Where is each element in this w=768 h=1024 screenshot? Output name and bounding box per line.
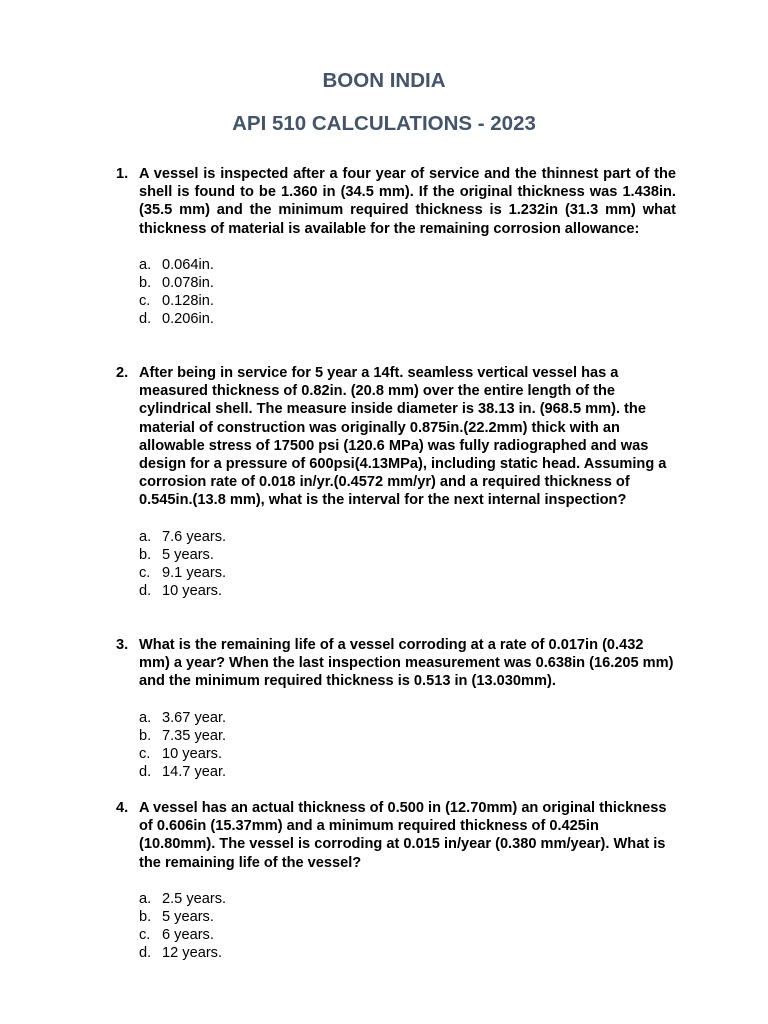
option-c <box>139 564 676 582</box>
question-number: 4. <box>116 800 129 816</box>
question-2 <box>116 364 676 600</box>
answer-options <box>116 890 676 963</box>
option-text: 10 years. <box>162 746 223 763</box>
option-text: 10 years. <box>162 583 223 600</box>
option-letter: c. <box>139 927 151 944</box>
question-number: 1. <box>116 166 129 182</box>
question-3 <box>116 636 676 781</box>
option-d <box>139 310 676 328</box>
option-text: 3.67 year. <box>162 709 227 726</box>
option-text: 0.078in. <box>162 275 214 292</box>
option-text: 7.6 years. <box>162 528 227 545</box>
answer-options <box>116 256 676 329</box>
option-d <box>139 763 676 781</box>
option-letter: a. <box>139 256 152 273</box>
option-letter: d. <box>139 583 152 600</box>
option-a <box>139 528 676 546</box>
option-text: 5 years. <box>162 546 214 563</box>
option-letter: b. <box>139 909 152 926</box>
option-b <box>139 274 676 292</box>
option-letter: c. <box>139 565 151 582</box>
question-text: What is the remaining life of a vessel corroding at a rate of 0.017in (0.432 mm) a year? When the last inspection measurement was 0.638in (16.205 mm) and the minimum required thickness is 0.513 in (13.030mm). <box>139 637 674 690</box>
option-text: 0.206in. <box>162 311 214 328</box>
question-text: A vessel has an actual thickness of 0.500 in (12.70mm) an original thickness of 0.606in (15.37mm) and a minimum required thickness of 0.425in (10.80mm). The vessel is corroding at 0.015 in/year (0.380 mm/year). What is the remaining life of the vessel? <box>139 800 667 871</box>
option-letter: d. <box>139 764 152 781</box>
option-text: 5 years. <box>162 909 214 926</box>
option-c <box>139 926 676 944</box>
question-stem <box>116 799 676 872</box>
option-text: 9.1 years. <box>162 565 227 582</box>
option-letter: d. <box>139 311 152 328</box>
option-b <box>139 908 676 926</box>
option-c <box>139 292 676 310</box>
option-a <box>139 890 676 908</box>
option-text: 12 years. <box>162 945 223 962</box>
option-a <box>139 256 676 274</box>
question-text: A vessel is inspected after a four year of service and the thinnest part of the shell is found to be 1.360 in (34.5 mm). If the original thickness was 1.438in. (35.5 mm) and the minimum required thickness is 1.232in (31.3 mm) what thickness of material is available for the remaining corrosion allowance: <box>139 166 676 237</box>
option-text: 2.5 years. <box>162 890 227 907</box>
option-letter: b. <box>139 275 152 292</box>
option-text: 14.7 year. <box>162 764 227 781</box>
option-text: 6 years. <box>162 927 214 944</box>
option-d <box>139 944 676 962</box>
option-letter: c. <box>139 746 151 763</box>
option-a <box>139 709 676 727</box>
option-text: 0.064in. <box>162 256 214 273</box>
option-text: 7.35 year. <box>162 727 227 744</box>
option-letter: c. <box>139 293 151 310</box>
option-b <box>139 727 676 745</box>
question-number: 2. <box>116 365 129 381</box>
answer-options <box>116 709 676 782</box>
company-title: BOON INDIA <box>322 69 446 92</box>
answer-options <box>116 528 676 601</box>
option-letter: b. <box>139 727 152 744</box>
question-1 <box>116 165 676 329</box>
option-d <box>139 582 676 600</box>
document-subtitle: API 510 CALCULATIONS - 2023 <box>232 112 536 135</box>
question-text: After being in service for 5 year a 14ft. seamless vertical vessel has a measured thickness of 0.82in. (20.8 mm) over the entire length of the cylindrical shell. The measure inside diameter is 38.13 in. (968.5 mm). the material of construction was originally 0.875in.(22.2mm) thick with an allowable stress of 17500 psi (120.6 MPa) was fully radiographed and was design for a pressure of 600psi(4.13MPa), including static head. Assuming a corrosion rate of 0.018 in/yr.(0.4572 mm/yr) and a required thickness of 0.545in.(13.8 mm), what is the interval for the next internal inspection? <box>139 365 667 509</box>
option-text: 0.128in. <box>162 293 214 310</box>
option-letter: d. <box>139 945 152 962</box>
option-letter: a. <box>139 890 152 907</box>
option-letter: b. <box>139 546 152 563</box>
question-stem <box>116 636 676 691</box>
question-4 <box>116 799 676 963</box>
option-b <box>139 546 676 564</box>
question-stem <box>116 165 676 238</box>
option-c <box>139 745 676 763</box>
option-letter: a. <box>139 709 152 726</box>
question-number: 3. <box>116 637 129 653</box>
question-stem <box>116 364 676 510</box>
option-letter: a. <box>139 528 152 545</box>
